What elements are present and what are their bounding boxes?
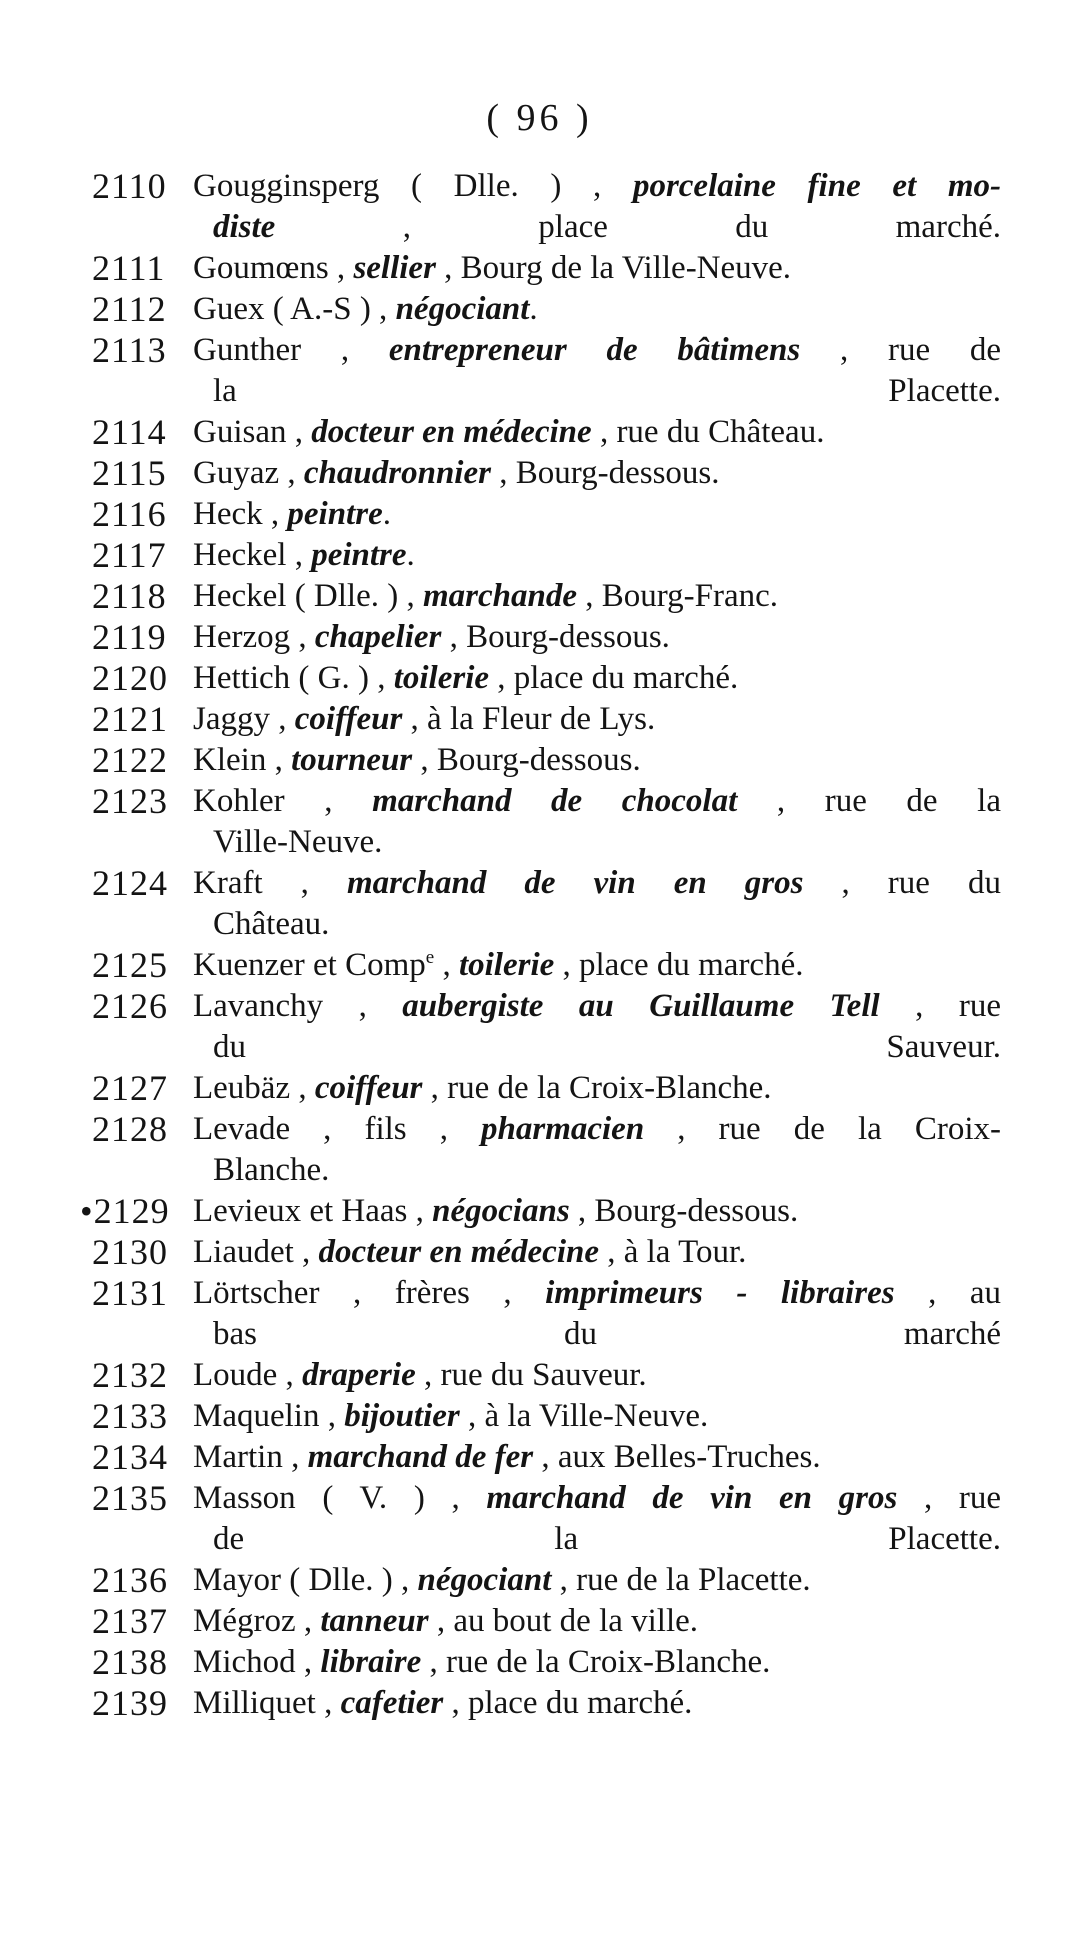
entry-name: Kuenzer et Comp	[193, 947, 426, 983]
entry-address: , place du marché.	[554, 947, 804, 983]
entry-name: Guyaz ,	[193, 455, 304, 491]
entry-text	[193, 740, 1001, 781]
entry-trade: chaudronnier	[303, 455, 491, 491]
entry-trade: tourneur	[291, 742, 413, 778]
entry-name: Mégroz ,	[193, 1603, 321, 1639]
entry-address: , Bourg-dessous.	[569, 1193, 799, 1229]
directory-entry-2131	[0, 1273, 1079, 1355]
entry-text	[193, 166, 1001, 248]
entry-trade: draperie	[302, 1357, 416, 1393]
entry-number: 2130	[92, 1232, 168, 1272]
directory-list	[0, 166, 1079, 1724]
entry-name: Kohler ,	[193, 783, 373, 819]
entry-text	[193, 617, 1001, 658]
entry-address: , rue du Château.	[591, 414, 825, 450]
entry-trade: marchand de chocolat	[372, 783, 738, 819]
entry-name: Martin ,	[193, 1439, 308, 1475]
entry-number: 2123	[92, 781, 168, 821]
directory-entry-2125	[0, 945, 1079, 986]
directory-entry-2138	[0, 1642, 1079, 1683]
entry-trade: toilerie	[458, 947, 555, 983]
entry-name: Jaggy ,	[193, 701, 295, 737]
directory-entry-2113	[0, 330, 1079, 412]
entry-trade: pharmacien	[481, 1111, 645, 1147]
directory-entry-2127	[0, 1068, 1079, 1109]
entry-name-separator: ,	[434, 947, 459, 983]
entry-name: Liaudet ,	[193, 1234, 319, 1270]
entry-trade: négocians	[432, 1193, 570, 1229]
entry-number: 2137	[92, 1601, 168, 1641]
entry-name: Guisan ,	[193, 414, 312, 450]
directory-entry-2119	[0, 617, 1079, 658]
entry-address: , rue de la Placette.	[551, 1562, 811, 1598]
directory-entry-2121	[0, 699, 1079, 740]
entry-number: 2111	[92, 248, 166, 288]
entry-number: •2129	[80, 1191, 170, 1231]
entry-trade: marchande	[423, 578, 578, 614]
entry-name: Guex ( A.-S ) ,	[193, 291, 396, 327]
directory-entry-2128	[0, 1109, 1079, 1191]
entry-name: Loude ,	[193, 1357, 303, 1393]
entry-name: Leubäz ,	[193, 1070, 315, 1106]
entry-name: Heckel ,	[193, 537, 312, 573]
entry-continuation: de la Placette.	[213, 1521, 1001, 1557]
entry-number: 2138	[92, 1642, 168, 1682]
entry-text	[193, 494, 1001, 535]
entry-continuation: Château.	[213, 906, 330, 942]
entry-address: , Bourg-dessous.	[412, 742, 641, 778]
entry-text	[193, 1232, 1001, 1273]
entry-number: 2124	[92, 863, 168, 903]
entry-text	[193, 289, 1001, 330]
entry-address: , place du marché.	[489, 660, 739, 696]
entry-text	[193, 658, 1001, 699]
entry-continuation: bas du marché	[213, 1316, 1001, 1352]
directory-entry-2116	[0, 494, 1079, 535]
entry-address: .	[406, 537, 415, 573]
entry-name: Lörtscher , frères ,	[193, 1275, 546, 1311]
entry-text	[193, 453, 1001, 494]
entry-address: , place du marché.	[443, 1685, 693, 1721]
entry-trade: négociant	[395, 291, 530, 327]
entry-address: , Bourg-dessous.	[441, 619, 670, 655]
directory-entry-2139	[0, 1683, 1079, 1724]
entry-name: Lavanchy ,	[193, 988, 403, 1024]
directory-entry-2115	[0, 453, 1079, 494]
directory-entry-2111	[0, 248, 1079, 289]
entry-name: Levieux et Haas ,	[193, 1193, 433, 1229]
entry-name: Kraft ,	[193, 865, 347, 901]
entry-continuation: Ville-Neuve.	[213, 824, 383, 860]
entry-trade: peintre	[287, 496, 383, 532]
entry-name: Klein ,	[193, 742, 292, 778]
entry-address: , Bourg-dessous.	[490, 455, 720, 491]
page-number: ( 96 )	[486, 97, 593, 139]
entry-text	[193, 1560, 1001, 1601]
entry-text	[193, 330, 1001, 412]
entry-text	[193, 986, 1001, 1068]
entry-number: 2135	[92, 1478, 168, 1518]
entry-trade: docteur en médecine	[318, 1234, 599, 1270]
entry-number: 2115	[92, 453, 167, 493]
directory-entry-2117	[0, 535, 1079, 576]
entry-address: , place du marché.	[275, 209, 1001, 245]
entry-continuation: Blanche.	[213, 1152, 330, 1188]
entry-address: .	[382, 496, 391, 532]
entry-continuation	[213, 207, 1001, 248]
entry-number: 2113	[92, 330, 167, 370]
entry-address: , rue	[897, 1480, 1001, 1516]
entry-address: , rue du	[803, 865, 1001, 901]
entry-text	[193, 1273, 1001, 1355]
entry-text	[193, 1601, 1001, 1642]
directory-entry-2126	[0, 986, 1079, 1068]
entry-trade: entrepreneur de bâtimens	[388, 332, 801, 368]
directory-entry-2129	[0, 1191, 1079, 1232]
directory-entry-2112	[0, 289, 1079, 330]
entry-trade: marchand de fer	[307, 1439, 534, 1475]
entry-trade-continued: diste	[213, 209, 276, 245]
entry-text	[193, 576, 1001, 617]
entry-number: 2114	[92, 412, 167, 452]
entry-number: 2127	[92, 1068, 168, 1108]
entry-text	[193, 1355, 1001, 1396]
entry-name: Milliquet ,	[193, 1685, 341, 1721]
entry-text	[193, 1642, 1001, 1683]
directory-entry-2132	[0, 1355, 1079, 1396]
entry-text	[193, 1068, 1001, 1109]
entry-text	[193, 1109, 1001, 1191]
entry-trade: coiffeur	[294, 701, 403, 737]
entry-text	[193, 1396, 1001, 1437]
entry-address: , rue de	[800, 332, 1001, 368]
entry-number: 2136	[92, 1560, 168, 1600]
entry-name: Goumœns ,	[193, 250, 354, 286]
entry-address: , rue	[879, 988, 1001, 1024]
entry-number: 2126	[92, 986, 168, 1026]
entry-text	[193, 535, 1001, 576]
entry-number: 2133	[92, 1396, 168, 1436]
entry-name: Heck ,	[193, 496, 288, 532]
entry-name: Maquelin ,	[193, 1398, 345, 1434]
entry-number: 2131	[92, 1273, 168, 1313]
entry-number: 2139	[92, 1683, 168, 1723]
entry-trade: libraire	[320, 1644, 422, 1680]
directory-entry-2136	[0, 1560, 1079, 1601]
entry-address: , rue de la Croix-Blanche.	[422, 1070, 772, 1106]
entry-trade: docteur en médecine	[311, 414, 592, 450]
entry-text	[193, 1191, 1001, 1232]
entry-number: 2125	[92, 945, 168, 985]
entry-trade: chapelier	[314, 619, 442, 655]
entry-number: 2118	[92, 576, 167, 616]
entry-text	[193, 248, 1001, 289]
directory-entry-2134	[0, 1437, 1079, 1478]
entry-address: , à la Fleur de Lys.	[402, 701, 656, 737]
entry-address: , Bourg de la Ville-Neuve.	[435, 250, 792, 286]
entry-text	[193, 1478, 1001, 1560]
directory-entry-2118	[0, 576, 1079, 617]
directory-entry-2122	[0, 740, 1079, 781]
entry-trade: cafetier	[340, 1685, 444, 1721]
directory-entry-2137	[0, 1601, 1079, 1642]
entry-number: 2134	[92, 1437, 168, 1477]
entry-address: .	[529, 291, 538, 327]
entry-number: 2122	[92, 740, 168, 780]
entry-address: , rue du Sauveur.	[415, 1357, 647, 1393]
entry-name: Gougginsperg ( Dlle. ) ,	[193, 168, 633, 204]
entry-text	[193, 1437, 1001, 1478]
entry-number: 2132	[92, 1355, 168, 1395]
entry-text	[193, 699, 1001, 740]
entry-name: Herzog ,	[193, 619, 315, 655]
entry-text	[193, 781, 1001, 863]
entry-name: Michod ,	[193, 1644, 321, 1680]
entry-trade: bijoutier	[344, 1398, 460, 1434]
entry-text	[193, 412, 1001, 453]
entry-superscript: e	[425, 947, 435, 968]
entry-trade: coiffeur	[314, 1070, 423, 1106]
entry-name: Heckel ( Dlle. ) ,	[193, 578, 423, 614]
entry-trade: tanneur	[320, 1603, 429, 1639]
directory-entry-2114	[0, 412, 1079, 453]
entry-address: , au	[894, 1275, 1002, 1311]
directory-entry-2135	[0, 1478, 1079, 1560]
entry-address: , Bourg-Franc.	[577, 578, 779, 614]
entry-text	[193, 945, 1001, 986]
entry-number: 2117	[92, 535, 167, 575]
directory-entry-2110	[0, 166, 1079, 248]
entry-address: , à la Ville-Neuve.	[459, 1398, 709, 1434]
entry-number: 2110	[92, 166, 167, 206]
entry-trade: toilerie	[393, 660, 490, 696]
entry-name: Levade , fils ,	[193, 1111, 481, 1147]
entry-trade: marchand de vin en gros	[486, 1480, 898, 1516]
entry-text	[193, 1683, 1001, 1724]
entry-number: 2120	[92, 658, 168, 698]
directory-entry-2130	[0, 1232, 1079, 1273]
entry-trade: porcelaine fine et mo-	[632, 168, 1001, 204]
entry-address: , aux Belles-Truches.	[533, 1439, 821, 1475]
entry-name: Hettich ( G. ) ,	[193, 660, 394, 696]
entry-number: 2128	[92, 1109, 168, 1149]
entry-trade: peintre	[311, 537, 407, 573]
entry-trade: négociant	[417, 1562, 552, 1598]
entry-address: , rue de la	[737, 783, 1001, 819]
entry-trade: marchand de vin en gros	[346, 865, 804, 901]
entry-number: 2119	[92, 617, 167, 657]
entry-trade: imprimeurs - libraires	[545, 1275, 895, 1311]
entry-number: 2121	[92, 699, 168, 739]
directory-entry-2120	[0, 658, 1079, 699]
entry-text	[193, 863, 1001, 945]
entry-address: , rue de la Croix-Blanche.	[421, 1644, 771, 1680]
entry-number: 2112	[92, 289, 167, 329]
entry-address: , rue de la Croix-	[644, 1111, 1001, 1147]
entry-name: Gunther ,	[193, 332, 389, 368]
entry-name: Mayor ( Dlle. ) ,	[193, 1562, 418, 1598]
entry-trade: aubergiste au Guillaume Tell	[402, 988, 880, 1024]
entry-continuation: la Placette.	[213, 373, 1001, 409]
directory-entry-2133	[0, 1396, 1079, 1437]
entry-address: , à la Tour.	[598, 1234, 747, 1270]
entry-trade: sellier	[353, 250, 436, 286]
entry-address: , au bout de la ville.	[428, 1603, 699, 1639]
entry-continuation: du Sauveur.	[213, 1029, 1001, 1065]
entry-number: 2116	[92, 494, 167, 534]
directory-entry-2123	[0, 781, 1079, 863]
entry-name: Masson ( V. ) ,	[193, 1480, 487, 1516]
directory-entry-2124	[0, 863, 1079, 945]
